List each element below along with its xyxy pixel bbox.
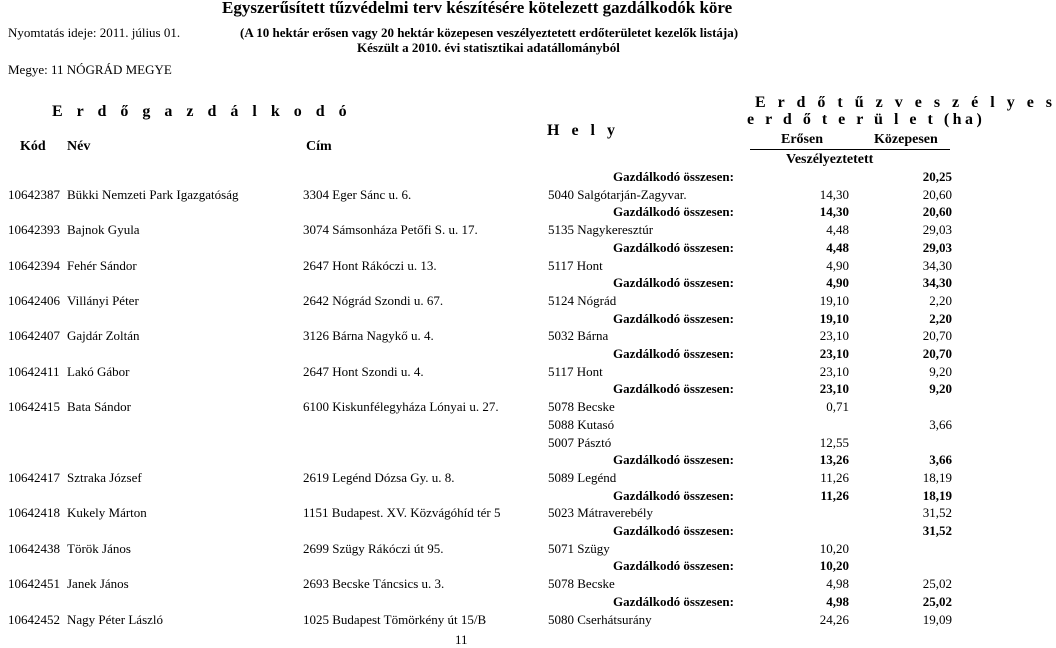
strong-value: 0,71 [826,399,849,414]
total-medium-value: 29,03 [922,240,952,255]
total-strong-value: 4,98 [826,594,849,609]
owner-name: Bükki Nemzeti Park Igazgatóság [67,187,239,202]
strong-value: 12,55 [819,435,849,450]
address-column-header: Cím [306,139,332,154]
total-medium-value: 20,25 [922,169,952,184]
total-strong-value: 13,26 [819,452,849,467]
owner-code: 10642438 [8,541,60,556]
place-name: 5040 Salgótarján-Zagyvar. [548,187,687,202]
owner-address: 2642 Nógrád Szondi u. 67. [303,293,444,308]
strong-column-header: Erősen [781,132,823,147]
total-medium-value: 20,70 [922,346,952,361]
print-date: Nyomtatás ideje: 2011. július 01. [8,25,181,40]
owner-code: 10642417 [8,470,60,485]
owner-name: Fehér Sándor [67,258,137,273]
place-name: 5071 Szügy [548,541,610,556]
header-underline [750,149,950,150]
owner-name: Janek János [67,576,129,591]
total-label: Gazdálkodó összesen: [613,381,734,396]
owner-code: 10642393 [8,222,60,237]
total-medium-value: 2,20 [929,311,952,326]
owner-code: 10642418 [8,505,60,520]
strong-value: 4,98 [826,576,849,591]
place-name: 5007 Pásztó [548,435,612,450]
owner-code: 10642451 [8,576,60,591]
total-label: Gazdálkodó összesen: [613,311,734,326]
medium-value: 25,02 [922,576,952,591]
owner-address: 2619 Legénd Dózsa Gy. u. 8. [303,470,455,485]
medium-value: 31,52 [922,505,952,520]
medium-value: 18,19 [922,470,952,485]
strong-value: 4,48 [826,222,849,237]
county-label: Megye: 11 NÓGRÁD MEGYE [8,62,172,77]
place-name: 5088 Kutasó [548,417,615,432]
total-label: Gazdálkodó összesen: [613,346,734,361]
strong-value: 4,90 [826,258,849,273]
place-name: 5032 Bárna [548,328,609,343]
strong-value: 23,10 [819,364,849,379]
total-medium-value: 31,52 [922,523,952,538]
owner-code: 10642415 [8,399,60,414]
medium-value: 19,09 [922,612,952,627]
place-name: 5089 Legénd [548,470,617,485]
place-name: 5078 Becske [548,576,615,591]
owner-code: 10642452 [8,612,60,627]
owner-address: 1025 Budapest Tömörkény út 15/B [303,612,487,627]
owner-name: Villányi Péter [67,293,139,308]
place-name: 5080 Cserhátsurány [548,612,652,627]
total-label: Gazdálkodó összesen: [613,240,734,255]
owner-name: Gajdár Zoltán [67,328,140,343]
total-label: Gazdálkodó összesen: [613,204,734,219]
name-column-header: Név [67,139,91,154]
owner-address: 3074 Sámsonháza Petőfi S. u. 17. [303,222,478,237]
total-medium-value: 18,19 [922,488,952,503]
total-strong-value: 14,30 [819,204,849,219]
total-label: Gazdálkodó összesen: [613,169,734,184]
owner-code: 10642387 [8,187,60,202]
medium-column-header: Közepesen [874,132,938,147]
owner-name: Nagy Péter László [67,612,164,627]
owner-address: 6100 Kiskunfélegyháza Lónyai u. 27. [303,399,499,414]
owner-address: 2647 Hont Szondi u. 4. [303,364,424,379]
owner-address: 2693 Becske Táncsics u. 3. [303,576,445,591]
medium-value: 9,20 [929,364,952,379]
total-label: Gazdálkodó összesen: [613,558,734,573]
owner-name: Török János [67,541,131,556]
medium-value: 3,66 [929,417,952,432]
threatened-header: Veszélyeztetett [786,152,874,167]
total-medium-value: 9,20 [929,381,952,396]
owner-address: 2647 Hont Rákóczi u. 13. [303,258,437,273]
owner-name: Sztraka József [67,470,142,485]
medium-value: 29,03 [922,222,952,237]
strong-value: 14,30 [819,187,849,202]
owner-name: Lakó Gábor [67,364,130,379]
code-column-header: Kód [20,139,46,154]
owner-code: 10642407 [8,328,60,343]
total-strong-value: 4,90 [826,275,849,290]
owner-address: 2699 Szügy Rákóczi út 95. [303,541,444,556]
place-name: 5135 Nagykeresztúr [548,222,654,237]
report-source-note: Készült a 2010. évi statisztikai adatállományból [357,40,620,55]
medium-value: 34,30 [922,258,952,273]
total-medium-value: 34,30 [922,275,952,290]
total-strong-value: 4,48 [826,240,849,255]
place-name: 5124 Nógrád [548,293,617,308]
strong-value: 19,10 [819,293,849,308]
risk-group-header-line1: E r d ő t ű z v e s z é l y e s [755,94,1056,111]
owner-group-header: E r d ő g a z d á l k o d ó [52,103,352,120]
owner-code: 10642406 [8,293,60,308]
total-label: Gazdálkodó összesen: [613,523,734,538]
total-label: Gazdálkodó összesen: [613,275,734,290]
medium-value: 20,60 [922,187,952,202]
total-strong-value: 10,20 [819,558,849,573]
total-label: Gazdálkodó összesen: [613,594,734,609]
owner-name: Bata Sándor [67,399,131,414]
owner-name: Bajnok Gyula [67,222,140,237]
total-strong-value: 11,26 [820,488,849,503]
place-name: 5117 Hont [548,364,603,379]
owner-code: 10642394 [8,258,60,273]
strong-value: 11,26 [820,470,849,485]
total-medium-value: 3,66 [929,452,952,467]
owner-address: 3304 Eger Sánc u. 6. [303,187,412,202]
total-medium-value: 25,02 [922,594,952,609]
total-strong-value: 19,10 [819,311,849,326]
risk-group-header-line2: e r d ő t e r ü l e t (ha) [747,111,986,128]
total-strong-value: 23,10 [819,346,849,361]
medium-value: 2,20 [929,293,952,308]
total-label: Gazdálkodó összesen: [613,452,734,467]
owner-address: 3126 Bárna Nagykő u. 4. [303,328,434,343]
owner-address: 1151 Budapest. XV. Közvágóhíd tér 5 [303,505,501,520]
total-medium-value: 20,60 [922,204,952,219]
page-number: 11 [455,632,468,647]
report-title: Egyszerűsített tűzvédelmi terv készítésére kötelezett gazdálkodók köre [222,0,733,17]
strong-value: 10,20 [819,541,849,556]
place-name: 5078 Becske [548,399,615,414]
place-name: 5023 Mátraverebély [548,505,654,520]
place-column-header: H e l y [547,122,619,139]
strong-value: 23,10 [819,328,849,343]
report-subtitle: (A 10 hektár erősen vagy 20 hektár közepesen veszélyeztetett erdőterületet kezelők listája) [240,25,739,40]
medium-value: 20,70 [922,328,952,343]
strong-value: 24,26 [819,612,849,627]
owner-code: 10642411 [8,364,60,379]
owner-name: Kukely Márton [67,505,147,520]
total-strong-value: 23,10 [819,381,849,396]
total-label: Gazdálkodó összesen: [613,488,734,503]
place-name: 5117 Hont [548,258,603,273]
